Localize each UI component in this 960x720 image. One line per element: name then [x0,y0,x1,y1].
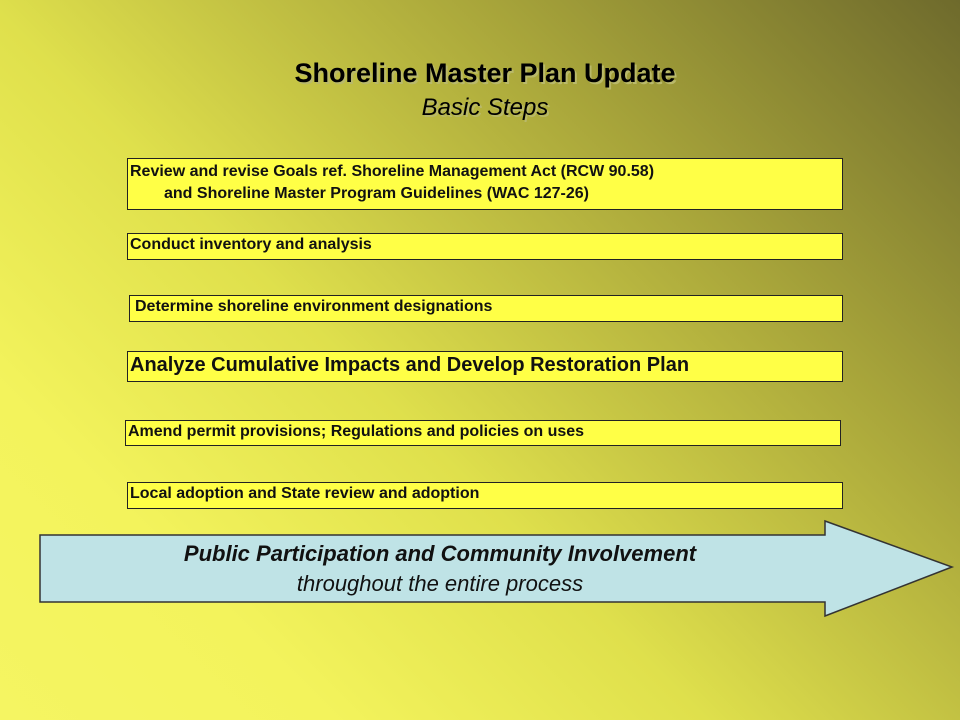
arrow-text-line2: throughout the entire process [296,571,584,596]
step-text: Amend permit provisions; Regulations and policies on uses [128,423,585,440]
step-text: Conduct inventory and analysis [130,236,372,253]
slide-title: Shoreline Master Plan Update [294,58,676,88]
arrow-text-line1: Public Participation and Community Involvement [183,541,697,566]
step-text: Analyze Cumulative Impacts and Develop Restoration Plan [130,354,690,376]
slide-subtitle: Basic Steps [421,94,549,121]
step-text: Local adoption and State review and adoption [130,485,480,502]
step-text: Determine shoreline environment designations [135,298,493,315]
step-text-line1: Review and revise Goals ref. Shoreline Management Act (RCW 90.58) [130,163,655,180]
step-text-line2: and Shoreline Master Program Guidelines (WAC 127-26) [164,185,589,202]
